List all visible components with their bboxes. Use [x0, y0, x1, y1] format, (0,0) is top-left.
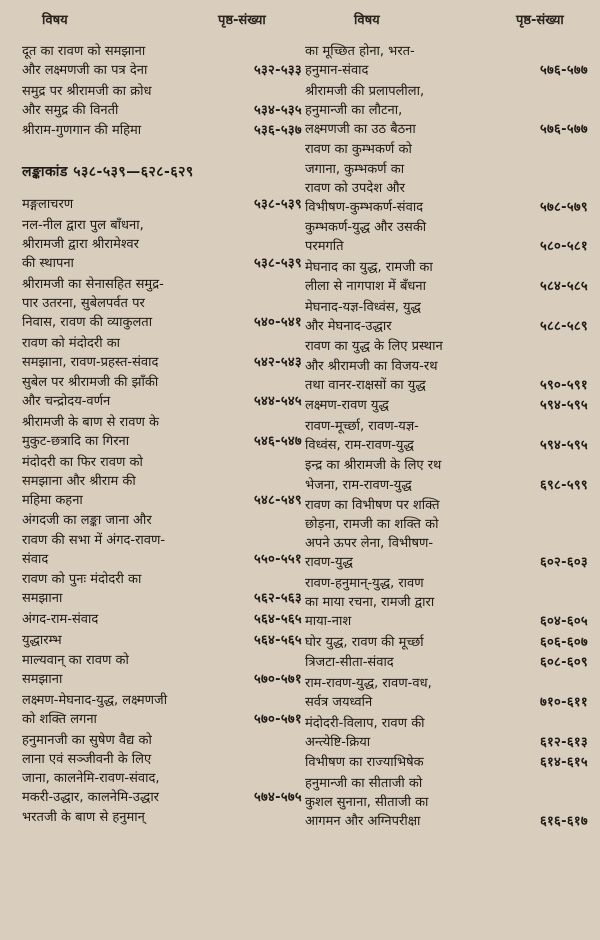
- index-entry: [305, 258, 590, 296]
- entry-subject: मेघनाद का युद्ध, रामजी का लीला से नागपाश में बँधना: [305, 260, 433, 295]
- index-entry: [305, 140, 590, 216]
- entry-subject: लक्ष्मण-रावण युद्ध: [305, 398, 389, 414]
- subject-header-right: विषय: [354, 13, 380, 28]
- entry-pages: ५४६-५४७: [253, 434, 302, 450]
- entry-pages: ६०८-६०९: [539, 655, 588, 671]
- entry-subject: दूत का रावण को समझाना और लक्ष्मणजी का पत्र देना: [22, 44, 148, 79]
- index-entry: [22, 275, 302, 332]
- index-entry: [22, 195, 302, 214]
- entry-subject: इन्द्र का श्रीरामजी के लिए रथ भेजना, राम-रावण-युद्ध: [305, 458, 442, 493]
- entry-subject: हनुमानजी का सुषेण वैद्य को लाना एवं सञ्जीवनी के लिए जाना, कालनेमि-रावण-संवाद, मकरी-उद्धार, कालनेमि-उद्धार: [22, 732, 160, 805]
- entry-subject: मेघनाद-यज्ञ-विध्वंस, युद्ध और मेघनाद-उद्धार: [305, 299, 421, 334]
- entry-pages: ६०४-६०५: [539, 614, 588, 630]
- entry-subject: माल्यवान् का रावण को समझाना: [22, 653, 129, 688]
- entry-pages: ५३८-५३९: [253, 256, 302, 272]
- index-entry: [305, 633, 590, 652]
- page-header-left: पृष्ठ-संख्या: [218, 13, 266, 28]
- entry-pages: ५८०-५८१: [539, 239, 588, 255]
- right-column: [305, 42, 590, 833]
- entry-subject: नल-नील द्वारा पुल बाँधना, श्रीरामजी द्वारा श्रीरामेश्वर की स्थापना: [22, 218, 144, 272]
- entry-pages: ५७४-५७५: [253, 789, 302, 805]
- entry-subject: रावण-मूर्च्छा, रावण-यज्ञ- विध्वंस, राम-रावण-युद्ध: [305, 418, 419, 453]
- entry-pages: ५५०-५५१: [253, 551, 302, 567]
- entry-pages: ५७८-५७९: [539, 199, 588, 215]
- entry-subject: रावण का युद्ध के लिए प्रस्थान और श्रीरामजी का विजय-रथ तथा वानर-राक्षसों का युद्ध: [305, 339, 443, 393]
- index-entry: [305, 218, 590, 256]
- entry-subject: त्रिजटा-सीता-संवाद: [305, 655, 394, 671]
- index-entry: [305, 82, 590, 139]
- entry-subject: युद्धारम्भ: [22, 632, 62, 648]
- entry-subject: मङ्गलाचरण: [22, 197, 74, 213]
- entry-subject: श्रीराम-गुणगान की महिमा: [22, 123, 142, 139]
- left-entries: [22, 195, 302, 827]
- entry-subject: लक्ष्मण-मेघनाद-युद्ध, लक्ष्मणजी को शक्ति लगना: [22, 692, 168, 727]
- entry-subject: मंदोदरी-विलाप, रावण की अन्त्येष्टि-क्रिया: [305, 715, 425, 750]
- entry-subject: सुबेल पर श्रीरामजी की झाँकी और चन्द्रोदय-वर्णन: [22, 375, 159, 410]
- index-entry: [22, 808, 302, 827]
- index-entry: [305, 396, 590, 415]
- entry-pages: ५४०-५४१: [253, 315, 302, 331]
- index-entry: [305, 674, 590, 712]
- entry-subject: श्रीरामजी की प्रलापलीला, हनुमान्जी का लौटना, लक्ष्मणजी का उठ बैठना: [305, 83, 425, 137]
- entry-pages: ५८४-५८५: [539, 279, 588, 295]
- entry-subject: मंदोदरी का फिर रावण को समझाना और श्रीराम की महिमा कहना: [22, 454, 143, 508]
- index-entry: [305, 653, 590, 672]
- entry-pages: ५९४-५९५: [539, 437, 588, 453]
- entry-subject: रावण का कुम्भकर्ण को जगाना, कुम्भकर्ण का रावण को उपदेश और विभीषण-कुम्भकर्ण-संवाद: [305, 142, 424, 215]
- entry-subject: विभीषण का राज्याभिषेक: [305, 755, 424, 771]
- entry-pages: ५६२-५६३: [253, 591, 302, 607]
- entry-subject: रावण को मंदोदरी का समझाना, रावण-प्रहस्त-संवाद: [22, 335, 159, 370]
- entry-pages: ५३२-५३३: [253, 63, 302, 79]
- entry-pages: ५७०-५७१: [253, 672, 302, 688]
- index-entry: [305, 496, 590, 572]
- entry-pages: ५४२-५४३: [253, 354, 302, 370]
- page-header-right: पृष्ठ-संख्या: [516, 13, 564, 28]
- entry-subject: रावण का विभीषण पर शक्ति छोड़ना, रामजी का शक्ति को अपने ऊपर लेना, विभीषण- रावण-युद्ध: [305, 498, 440, 571]
- entry-pages: ७१०-६११: [539, 695, 588, 711]
- entry-pages: ६०६-६०७: [539, 634, 588, 650]
- entry-pages: ६१६-६१७: [539, 814, 588, 830]
- entry-subject: अंगदजी का लङ्का जाना और रावण की सभा में अंगद-रावण- संवाद: [22, 513, 166, 567]
- index-entry: [22, 82, 302, 120]
- index-entry: [22, 121, 302, 140]
- entry-pages: ६०२-६०३: [539, 555, 588, 571]
- entry-pages: ५६४-५६५: [253, 632, 302, 648]
- entry-pages: ५७६-५७७: [539, 63, 588, 79]
- entry-subject: समुद्र पर श्रीरामजी का क्रोध और समुद्र की विनती: [22, 83, 152, 118]
- entry-subject: राम-रावण-युद्ध, रावण-वध, सर्वत्र जयध्वनि: [305, 676, 432, 711]
- entry-subject: अंगद-राम-संवाद: [22, 611, 99, 627]
- index-entry: [22, 413, 302, 451]
- index-entry: [305, 417, 590, 455]
- entry-subject: हनुमान्जी का सीताजी को कुशल सुनाना, सीताजी का आगमन और अग्निपरीक्षा: [305, 775, 429, 830]
- entry-subject: भरतजी के बाण से हनुमान्: [22, 810, 145, 826]
- left-column: [22, 42, 302, 829]
- entry-pages: ६१२-६१३: [539, 734, 588, 750]
- index-entry: [22, 42, 302, 80]
- entry-pages: ६९८-५९९: [539, 477, 588, 493]
- entry-pages: ५९४-५९५: [539, 398, 588, 414]
- entry-subject: रावण-हनुमान्-युद्ध, रावण का माया रचना, रामजी द्वारा माया-नाश: [305, 576, 435, 630]
- index-entry: [305, 753, 590, 772]
- entry-subject: घोर युद्ध, रावण की मूर्च्छा: [305, 634, 424, 650]
- index-entry: [22, 651, 302, 689]
- index-entry: [22, 731, 302, 807]
- entry-pages: ५९०-५९१: [539, 377, 588, 393]
- entry-pages: ५८८-५८९: [539, 318, 588, 334]
- entry-subject: श्रीरामजी का सेनासहित समुद्र- पार उतरना, सुबेलपर्वत पर निवास, रावण की व्याकुलता: [22, 276, 164, 331]
- index-entry: [22, 511, 302, 568]
- index-entry: [22, 373, 302, 411]
- right-entries: [305, 42, 590, 831]
- index-entry: [305, 714, 590, 752]
- entry-pages: ५७०-५७१: [253, 711, 302, 727]
- entry-pages: ५७६-५७७: [539, 121, 588, 137]
- index-entry: [305, 774, 590, 831]
- entry-pages: ५४८-५४९: [253, 492, 302, 508]
- section-title: लङ्काकांड ५३८-५३९—६२८-६२९: [22, 164, 194, 181]
- index-entry: [305, 42, 590, 80]
- index-entry: [22, 631, 302, 650]
- entry-subject: कुम्भकर्ण-युद्ध और उसकी परमगति: [305, 220, 427, 255]
- entry-subject: श्रीरामजी के बाण से रावण के मुकुट-छत्रादि का गिरना: [22, 415, 159, 450]
- entry-pages: ५३६-५३७: [253, 123, 302, 139]
- entry-pages: ५४४-५४५: [253, 394, 302, 410]
- index-entry: [305, 574, 590, 631]
- left-top-entries: [22, 42, 302, 140]
- entry-subject: रावण को पुनः मंदोदरी का समझाना: [22, 572, 142, 607]
- index-entry: [22, 570, 302, 608]
- index-entry: [305, 337, 590, 394]
- index-entry: [22, 216, 302, 273]
- entry-pages: ६१४-६१५: [539, 755, 588, 771]
- entry-pages: ५३८-५३९: [253, 197, 302, 213]
- index-entry: [305, 456, 590, 494]
- entry-subject: का मूच्छित होना, भरत- हनुमान-संवाद: [305, 44, 415, 79]
- subject-header-left: विषय: [42, 13, 68, 28]
- entry-pages: ५३४-५३५: [253, 102, 302, 118]
- entry-pages: ५६४-५६५: [253, 611, 302, 627]
- index-entry: [22, 610, 302, 629]
- index-entry: [22, 453, 302, 510]
- index-entry: [22, 691, 302, 729]
- index-entry: [305, 298, 590, 336]
- index-entry: [22, 334, 302, 372]
